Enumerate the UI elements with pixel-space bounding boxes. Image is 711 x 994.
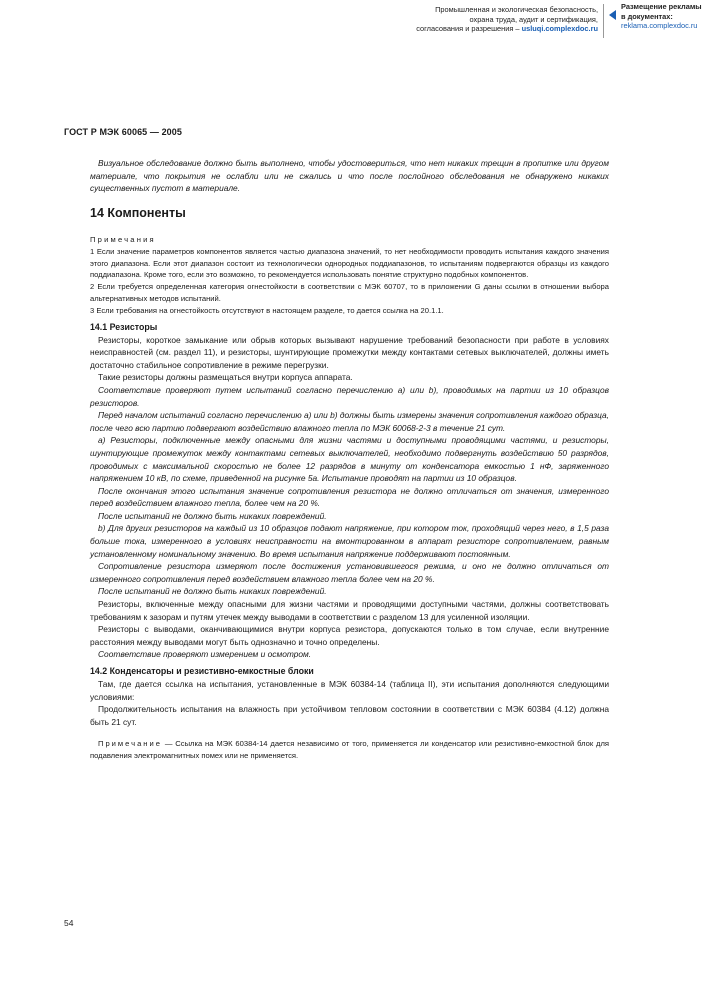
header-right-line-1: Размещение рекламы (621, 2, 702, 11)
intro-paragraph: Визуальное обследование должно быть выполнено, чтобы удостовериться, что нет никаких трещин в пропитке или другом материале, что покрытия не ослабли или не сжались и что после послойного обследования не обнаружено никаких существенных пустот в материале. (90, 158, 609, 194)
header-left-line-2: охрана труда, аудит и сертификация, (469, 14, 598, 24)
resistors-paragraph-13: Соответствие проверяют измерением и осмотром. (98, 649, 312, 660)
page-number: 54 (64, 918, 74, 928)
subsection-title-resistors: 14.1 Резисторы (90, 321, 158, 332)
note-3: 3 Если требования на огнестойкость отсутствуют в настоящем разделе, то дается ссылка на 20.1.1. (90, 305, 444, 315)
resistors-paragraph-5: a) Резисторы, подключенные между опасными для жизни частями и доступными проводящими частями, и резисторы, шунтирующие промежуток между контактами сетевых выключателей, необходимо подвергнуть воздействию 50 разрядов, проводимых с максимальной скоростью не более 12 разрядов в минуту от конденсатора емкостью 1 нФ, заряженного напряжением 10 кВ, по схеме, приведенной на рисунке 5а. Испытание проводят на партии из 10 образцов. (90, 435, 609, 484)
final-note-text: — Ссылка на МЭК 60384-14 дается независимо от того, применяется ли конденсатор или резистивно-емкостной блок для подавления электромагнитных помех или не применяется. (90, 739, 609, 761)
reklama-link[interactable]: reklama.complexdoc.ru (621, 21, 698, 31)
final-note-paragraph (90, 738, 609, 762)
resistors-paragraph-8: b) Для других резисторов на каждый из 10 образцов подают напряжение, при котором ток, проходящий через него, в 1,5 раза больше тока, измеренного в условиях неисправности на вмонтированном в аппарат резисторе сопротивлением, равным установленному номинальному значению. Во время испытания напряжение поддерживают постоянным. (90, 523, 609, 559)
section-title: 14 Компоненты (90, 205, 186, 220)
final-note-label: Примечание (98, 739, 162, 749)
resistors-paragraph-7: После испытаний не должно быть никаких повреждений. (98, 510, 327, 521)
note-2: 2 Если требуется определенная категория огнестойкости в соответствии с МЭК 60707, то в приложении G даны ссылки в отношении выбора альтернативных методов испытаний. (90, 282, 609, 303)
resistors-paragraph-6: После окончания этого испытания значение сопротивления резистора не должно отличаться от значения, измеренного перед воздействием влажного тепла, более чем на 20 %. (90, 485, 609, 509)
resistors-paragraph-1: Резисторы, короткое замыкание или обрыв которых вызывают нарушение требований безопасности при работе в условиях неисправностей (см. раздел 11), и резисторы, шунтирующие промежутки между контактами сетевых выключателей, должны иметь достаточно стабильное сопротивление в режиме перегрузки. (90, 334, 609, 370)
header-left-line-3-text: согласования и разрешения – (416, 24, 522, 34)
final-note (90, 738, 609, 762)
capacitors-paragraph-2: Продолжительность испытания на влажность при устойчивом тепловом состоянии в соответствии с МЭК 60384 (4.12) должна быть 21 сут. (90, 704, 609, 727)
header-left-block (402, 5, 598, 34)
header-right-block (621, 2, 711, 31)
capacitors-paragraph-1: Там, где дается ссылка на испытания, установленные в МЭК 60384-14 (таблица II), эти испытания дополняются следующими условиями: (90, 679, 609, 702)
standard-id: ГОСТ Р МЭК 60065 — 2005 (64, 127, 183, 137)
uslugi-link[interactable]: usluqi.complexdoc.ru (521, 24, 598, 34)
resistors-paragraph-3: Соответствие проверяют путем испытаний согласно перечислению a) или b), проводимых на партии из 10 образцов резисторов. (90, 384, 609, 408)
subsection-title-capacitors: 14.2 Конденсаторы и резистивно-емкостные блоки (90, 666, 314, 676)
resistors-paragraph-4: Перед началом испытаний согласно перечислению a) или b) должны быть измерены значения сопротивления каждого образца, после чего всю партию подвергают воздействию влажного тепла по МЭК 60068-2-3 в течение 21 сут. (90, 410, 609, 433)
arrow-left-icon (609, 10, 616, 20)
resistors-paragraph-11: Резисторы, включенные между опасными для жизни частями и проводящими доступными частями, должны соответствовать требованиям к зазорам и путям утечек между выводами в соответствии с разделом 13 для усиленной изоляции. (90, 599, 609, 622)
resistors-paragraph-2: Такие резисторы должны размещаться внутри корпуса аппарата. (98, 372, 353, 383)
notes-label: Примечания (90, 234, 156, 244)
header-right-line-2: в документах: (621, 11, 673, 21)
document-body (90, 157, 609, 762)
resistors-paragraph-12: Резисторы с выводами, оканчивающимися внутри корпуса резистора, допускаются только в том случае, если внутренние расстояния между выводами могут быть однозначно и точно определены. (90, 624, 609, 647)
resistors-paragraph-10: После испытаний не должно быть никаких повреждений. (98, 586, 327, 597)
resistors-paragraph-9: Сопротивление резистора измеряют после достижения установившегося режима, и оно не должно отличаться от измеренного сопротивления перед воздействием влажного тепла более чем на 20 %. (90, 561, 609, 584)
header-left-line-1: Промышленная и экологическая безопасность, (435, 5, 598, 14)
note-1: 1 Если значение параметров компонентов является частью диапазона значений, то нет необходимости проводить испытания каждого значения этого диапазона. Если этот диапазон состоит из технологически однородных поддиапазонов, то испытаниям подвергаются образцы из каждого поддиапазона. Кроме того, если это возможно, то рекомендуется использовать понятие структурно подобных компонентов. (90, 246, 609, 280)
header-divider (603, 4, 604, 38)
header-left-line-3 (402, 24, 598, 34)
